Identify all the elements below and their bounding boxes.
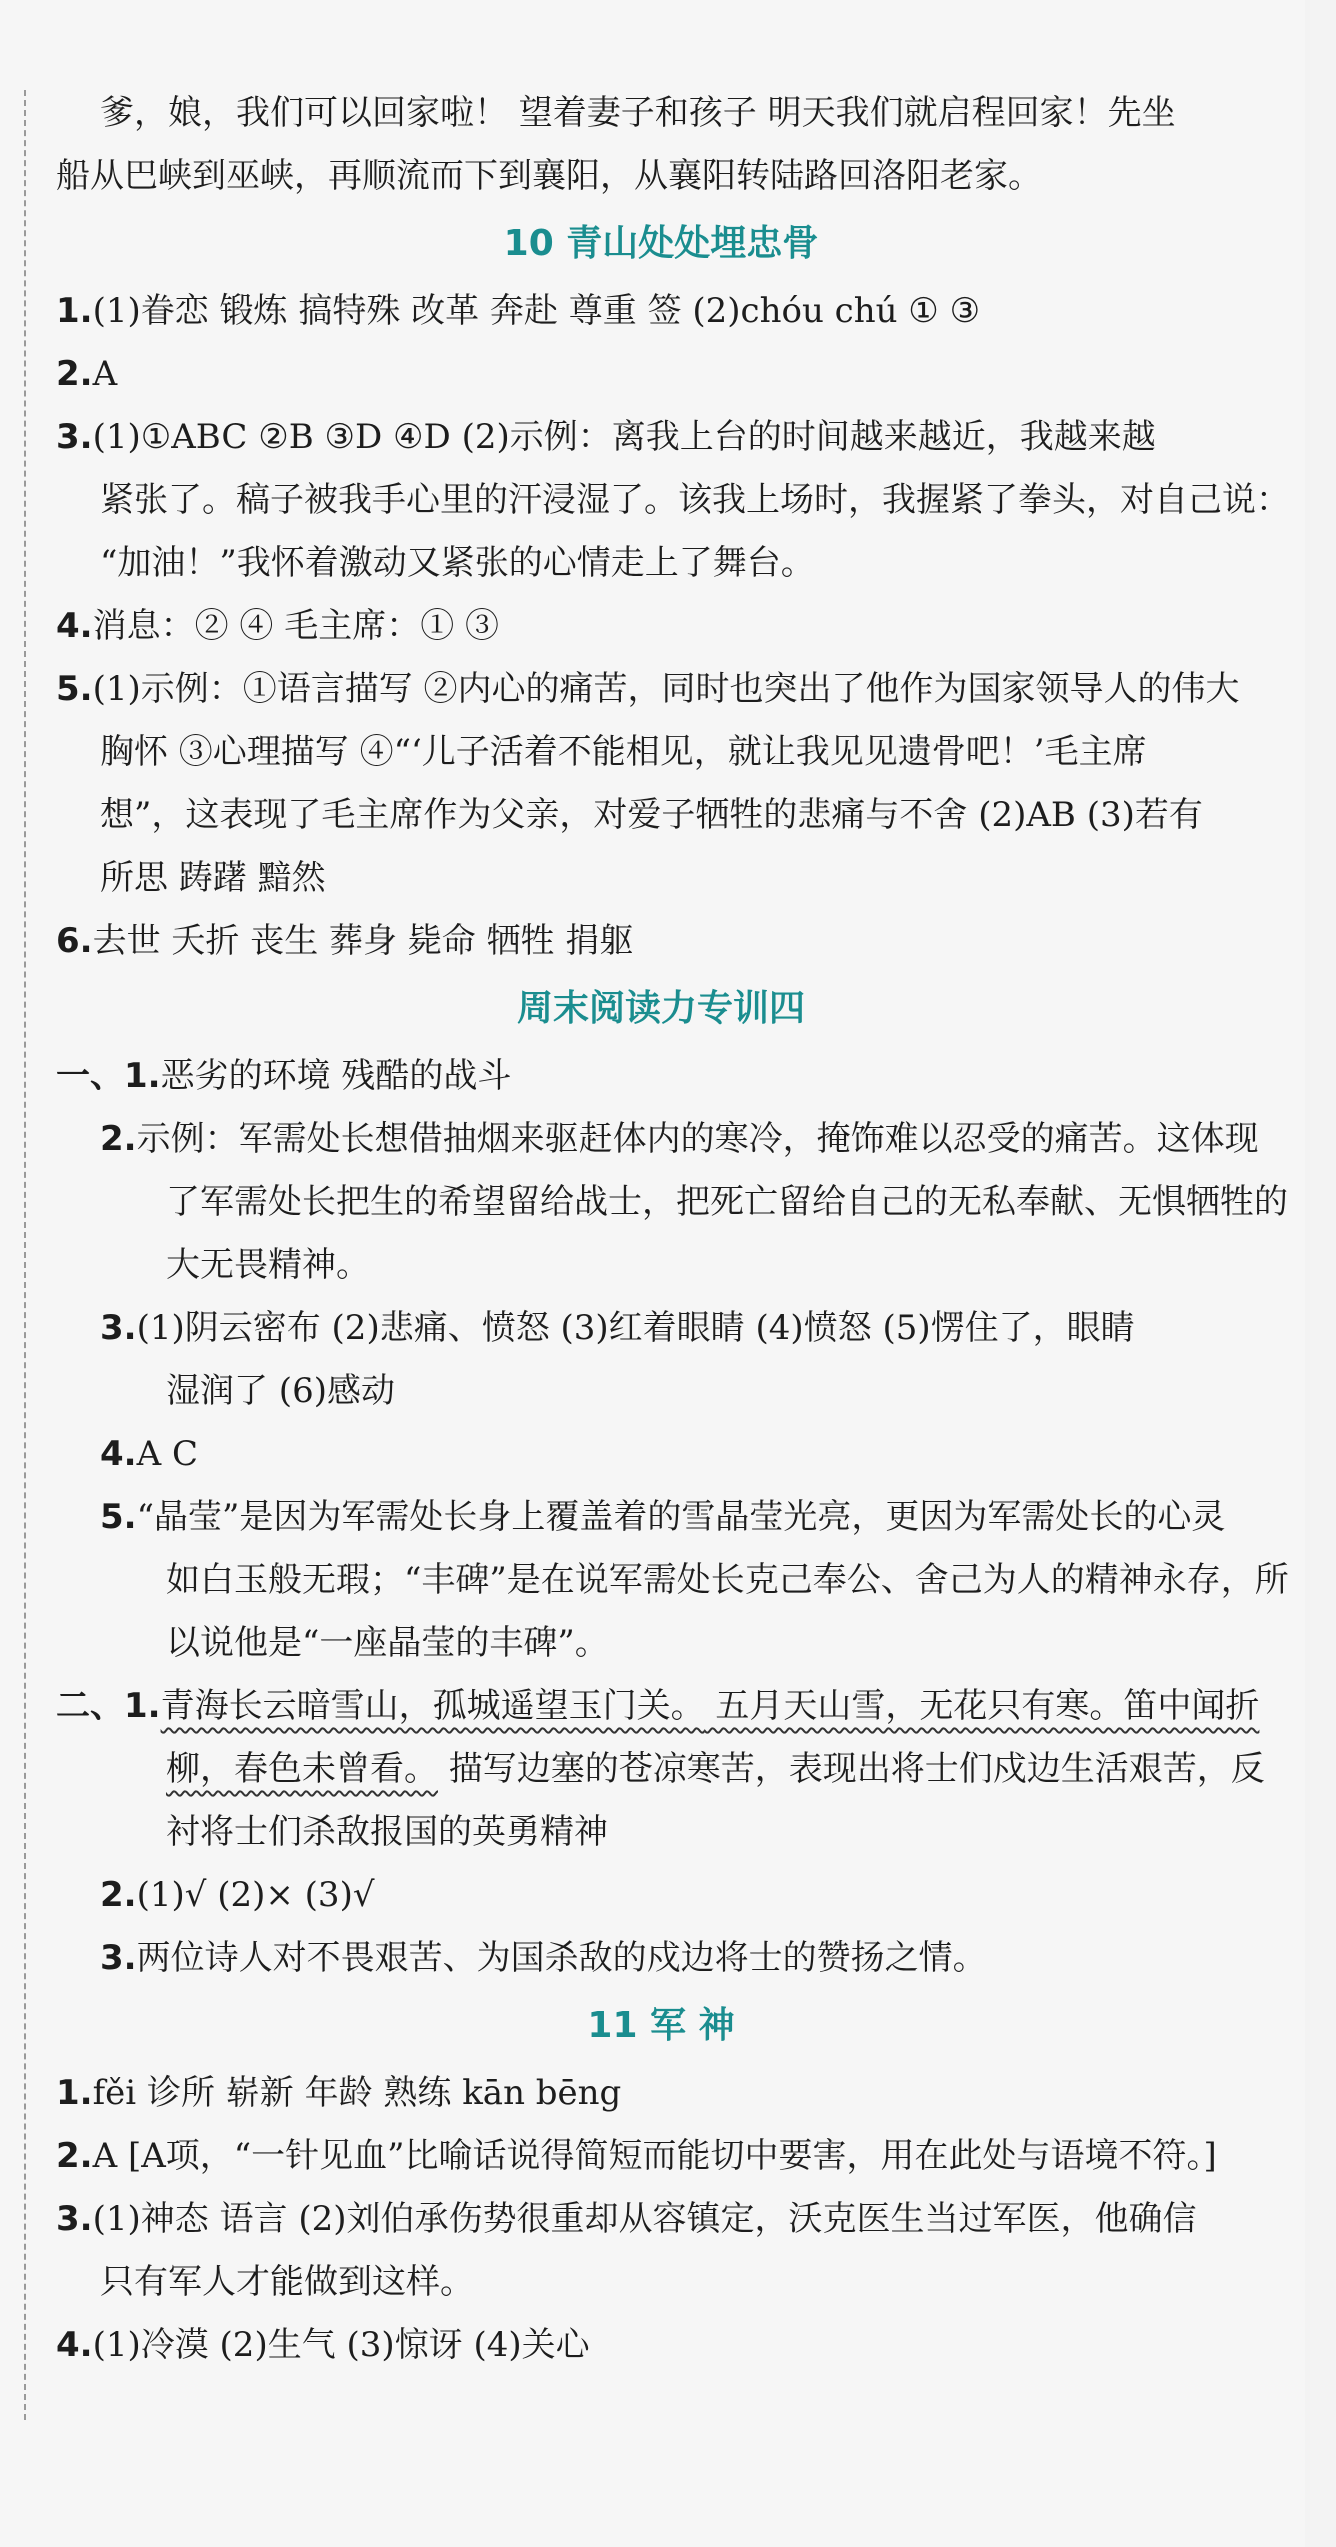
answer-line [56, 595, 1266, 658]
question-number: 一、1. [56, 1056, 161, 1096]
answer-text: 大无畏精神。 [166, 1245, 370, 1285]
answer-line [56, 2188, 1266, 2251]
question-number: 2. [100, 1875, 137, 1915]
answer-text: (1)神态 语言 (2)刘伯承伤势很重却从容镇定，沃克医生当过军医，他确信 [92, 2199, 1197, 2239]
question-number: 4. [56, 606, 93, 646]
answer-text: 以说他是“一座晶莹的丰碑”。 [166, 1623, 609, 1663]
answer-line [56, 2062, 1266, 2125]
question-number: 1. [56, 291, 93, 331]
answer-text: 青海长云暗雪山，孤城遥望玉门关。 [160, 1686, 705, 1726]
question-number: 2. [100, 1119, 137, 1159]
question-number: 5. [56, 669, 93, 709]
answer-text: fěi 诊所 崭新 年龄 熟练 kān bēng [92, 2073, 622, 2113]
question-number: 4. [56, 2325, 93, 2365]
answer-line [56, 784, 1266, 847]
question-number: 4. [100, 1434, 137, 1474]
answer-line [56, 2251, 1266, 2314]
question-number: 3. [56, 417, 93, 457]
answer-text: (1)阴云密布 (2)悲痛、愤怒 (3)红着眼睛 (4)愤怒 (5)愣住了，眼睛 [136, 1308, 1135, 1348]
answer-text: 想”，这表现了毛主席作为父亲，对爱子牺牲的悲痛与不舍 (2)AB (3)若有 [100, 795, 1203, 835]
answer-text-continued: 描写边塞的苍凉寒苦，表现出将士们戍边生活艰苦，反 [438, 1749, 1265, 1789]
answer-text: 所思 踌躇 黯然 [100, 858, 326, 898]
answer-text: 胸怀 ③心理描写 ④“‘儿子活着不能相见，就让我见见遗骨吧！’毛主席 [100, 732, 1147, 772]
answer-text: 消息：② ④ 毛主席：① ③ [92, 606, 500, 646]
answer-text: 湿润了 (6)感动 [166, 1371, 395, 1411]
answer-line [56, 1927, 1266, 1990]
answer-line [56, 1360, 1266, 1423]
question-number: 二、1. [56, 1686, 161, 1726]
answer-text: 两位诗人对不畏艰苦、为国杀敌的戍边将士的赞扬之情。 [136, 1938, 987, 1978]
answer-text: 柳，春色未曾看。 [166, 1749, 438, 1789]
answer-text: (1)①ABC ②B ③D ④D (2)示例：离我上台的时间越来越近，我越来越 [92, 417, 1156, 457]
answer-line [56, 82, 1266, 145]
answer-text: (1)眷恋 锻炼 搞特殊 改革 奔赴 尊重 签 (2)chóu chú ① ③ [92, 291, 981, 331]
answer-text: (1)冷漠 (2)生气 (3)惊讶 (4)关心 [92, 2325, 590, 2365]
answer-line [56, 1549, 1289, 1612]
binding-margin-line [24, 90, 26, 2420]
answer-line [56, 1108, 1266, 1171]
answer-line [56, 658, 1266, 721]
answer-line [56, 1171, 1288, 1234]
answer-text: A [92, 354, 118, 394]
answer-text: 去世 夭折 丧生 葬身 毙命 牺牲 捐躯 [92, 921, 634, 961]
answer-text-continued: 五月天山雪，无花只有寒。笛中闻折 [704, 1686, 1260, 1726]
answer-line [56, 910, 1266, 973]
answer-text: 只有军人才能做到这样。 [100, 2262, 474, 2302]
question-number: 5. [100, 1497, 137, 1537]
answer-line [56, 721, 1266, 784]
answer-text: A [A项，“一针见血”比喻话说得简短而能切中要害，用在此处与语境不符。] [92, 2136, 1217, 2176]
answer-line [56, 1297, 1266, 1360]
answer-line [56, 469, 1290, 532]
question-number: 2. [56, 2136, 93, 2176]
section-title: 10 青山处处埋忠骨 [503, 223, 819, 264]
answer-line [56, 1486, 1266, 1549]
answer-text: 示例：军需处长想借抽烟来驱赶体内的寒冷，掩饰难以忍受的痛苦。这体现 [136, 1119, 1259, 1159]
answer-text: 紧张了。稿子被我手心里的汗浸湿了。该我上场时，我握紧了拳头，对自己说： [100, 480, 1290, 520]
answer-text: 恶劣的环境 残酷的战斗 [160, 1056, 512, 1096]
answer-line [56, 1045, 1266, 1108]
answer-line [56, 280, 1266, 343]
question-number: 3. [100, 1938, 137, 1978]
question-number: 3. [56, 2199, 93, 2239]
answer-text: “晶莹”是因为军需处长身上覆盖着的雪晶莹光亮，更因为军需处长的心灵 [136, 1497, 1226, 1537]
answer-line [56, 1864, 1266, 1927]
answer-text: “加油！”我怀着激动又紧张的心情走上了舞台。 [100, 543, 815, 583]
answer-text: 了军需处长把生的希望留给战士，把死亡留给自己的无私奉献、无惧牺牲的 [166, 1182, 1288, 1222]
question-number: 6. [56, 921, 93, 961]
answer-line [56, 1612, 1266, 1675]
answer-line [56, 343, 1266, 406]
answer-line [56, 406, 1266, 469]
answer-line [56, 1423, 1266, 1486]
answer-line [56, 1738, 1266, 1801]
answer-text: 爹，娘，我们可以回家啦！ 望着妻子和孩子 明天我们就启程回家！先坐 [100, 93, 1176, 133]
question-number: 1. [56, 2073, 93, 2113]
answer-text: (1)示例：①语言描写 ②内心的痛苦，同时也突出了他作为国家领导人的伟大 [92, 669, 1240, 709]
answer-line [56, 145, 1266, 208]
question-number: 3. [100, 1308, 137, 1348]
answer-text: A C [136, 1434, 198, 1474]
answer-line [56, 2314, 1266, 2377]
answer-text: (1)√ (2)× (3)√ [136, 1875, 375, 1915]
question-number: 2. [56, 354, 93, 394]
answer-line [56, 2125, 1266, 2188]
answer-text: 如白玉般无瑕；“丰碑”是在说军需处长克己奉公、舍己为人的精神永存，所 [166, 1560, 1289, 1600]
answer-line [56, 1234, 1266, 1297]
section-title: 周末阅读力专训四 [516, 988, 805, 1029]
section-title: 11 军 神 [587, 2005, 735, 2046]
answer-text: 衬将士们杀敌报国的英勇精神 [166, 1812, 608, 1852]
answer-content [56, 82, 1290, 2377]
answer-line [56, 532, 1266, 595]
answer-line [56, 1801, 1266, 1864]
answer-line [56, 1675, 1266, 1738]
answer-line [56, 847, 1266, 910]
answer-text: 船从巴峡到巫峡，再顺流而下到襄阳，从襄阳转陆路回洛阳老家。 [56, 156, 1042, 196]
